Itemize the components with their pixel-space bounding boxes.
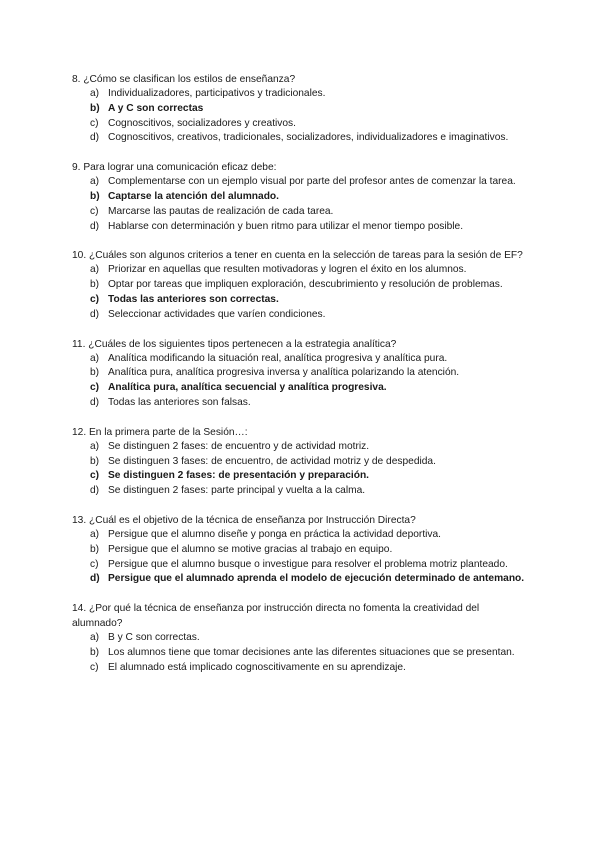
question-9 bbox=[72, 160, 532, 234]
option-text: Analítica modificando la situación real, analítica progresiva y analítica pura. bbox=[108, 352, 448, 364]
option-text: Todas las anteriores son correctas. bbox=[108, 293, 279, 305]
option-letter: c) bbox=[90, 470, 100, 482]
option-text: Todas las anteriores son falsas. bbox=[108, 396, 251, 408]
answer-option-correct bbox=[72, 102, 532, 117]
answer-option bbox=[72, 440, 532, 455]
option-text: Persigue que el alumno se motive gracias al trabajo en equipo. bbox=[108, 543, 393, 555]
answer-option bbox=[72, 661, 532, 676]
option-letter: d) bbox=[90, 485, 100, 497]
answer-option bbox=[72, 528, 532, 543]
option-text: Analítica pura, analítica progresiva inversa y analítica polarizando la atención. bbox=[108, 367, 460, 379]
option-letter: a) bbox=[90, 528, 100, 540]
option-text: Marcarse las pautas de realización de cada tarea. bbox=[108, 205, 334, 217]
answer-option bbox=[72, 87, 532, 102]
option-text: Los alumnos tiene que tomar decisiones ante las diferentes situaciones que se presentan. bbox=[108, 646, 515, 658]
option-letter: a) bbox=[90, 264, 100, 276]
answer-options bbox=[72, 263, 532, 322]
option-letter: b) bbox=[90, 190, 100, 202]
option-letter: d) bbox=[90, 220, 100, 232]
option-letter: d) bbox=[90, 308, 100, 320]
option-text: Cognoscitivos, creativos, tradicionales, socializadores, individualizadores e imaginativos. bbox=[108, 132, 509, 144]
question-text: 9. Para lograr una comunicación eficaz debe: bbox=[72, 162, 277, 174]
option-text: Persigue que el alumno diseñe y ponga en práctica la actividad deportiva. bbox=[108, 528, 442, 540]
answer-option bbox=[72, 205, 532, 220]
answer-options bbox=[72, 440, 532, 499]
option-letter: d) bbox=[90, 573, 100, 585]
answer-option bbox=[72, 117, 532, 132]
option-letter: c) bbox=[90, 382, 100, 394]
option-letter: a) bbox=[90, 176, 100, 188]
option-text: Individualizadores, participativos y tradicionales. bbox=[108, 88, 326, 99]
option-letter: c) bbox=[90, 558, 99, 570]
option-text: Hablarse con determinación y buen ritmo para utilizar el menor tiempo posible. bbox=[108, 220, 464, 232]
answer-option bbox=[72, 308, 532, 323]
option-text: A y C son correctas bbox=[108, 102, 204, 114]
option-text: Persigue que el alumno busque o investigue para resolver el problema motriz planteado. bbox=[108, 558, 508, 570]
question-text: 11. ¿Cuáles de los siguientes tipos pertenecen a la estrategia analítica? bbox=[72, 338, 397, 350]
answer-option bbox=[72, 366, 532, 381]
option-text: Se distinguen 2 fases: parte principal y vuelta a la calma. bbox=[108, 485, 366, 497]
answer-option bbox=[72, 352, 532, 367]
option-letter: d) bbox=[90, 132, 100, 144]
question-14 bbox=[72, 601, 532, 675]
option-letter: b) bbox=[90, 646, 100, 658]
answer-options bbox=[72, 352, 532, 411]
question-text: 8. ¿Cómo se clasifican los estilos de enseñanza? bbox=[72, 74, 296, 85]
question-13 bbox=[72, 513, 532, 587]
option-letter: a) bbox=[90, 88, 100, 99]
option-text: B y C son correctas. bbox=[108, 632, 200, 644]
answer-option-correct bbox=[72, 572, 532, 587]
answer-option-correct bbox=[72, 293, 532, 308]
option-letter: b) bbox=[90, 279, 100, 291]
option-text: Priorizar en aquellas que resulten motivadoras y logren el éxito en los alumnos. bbox=[108, 264, 467, 276]
answer-options bbox=[72, 528, 532, 587]
answer-option bbox=[72, 396, 532, 411]
option-letter: c) bbox=[90, 661, 99, 673]
option-text: Cognoscitivos, socializadores y creativos. bbox=[108, 117, 296, 129]
answer-option bbox=[72, 220, 532, 235]
option-letter: a) bbox=[90, 440, 100, 452]
question-text: 13. ¿Cuál es el objetivo de la técnica de enseñanza por Instrucción Directa? bbox=[72, 514, 416, 526]
question-10 bbox=[72, 248, 532, 322]
answer-option bbox=[72, 131, 532, 146]
option-letter: b) bbox=[90, 455, 100, 467]
question-list bbox=[72, 72, 532, 690]
option-text: Analítica pura, analítica secuencial y analítica progresiva. bbox=[108, 382, 387, 394]
option-letter: b) bbox=[90, 102, 100, 114]
answer-option bbox=[72, 455, 532, 470]
option-text: Captarse la atención del alumnado. bbox=[108, 190, 279, 202]
answer-option bbox=[72, 558, 532, 573]
option-letter: d) bbox=[90, 396, 100, 408]
option-text: Optar por tareas que impliquen exploración, descubrimiento y resolución de problemas. bbox=[108, 279, 503, 291]
answer-options bbox=[72, 175, 532, 234]
answer-option bbox=[72, 484, 532, 499]
answer-option-correct bbox=[72, 381, 532, 396]
option-text: El alumnado está implicado cognoscitivamente en su aprendizaje. bbox=[108, 661, 406, 673]
option-text: Se distinguen 3 fases: de encuentro, de actividad motriz y de despedida. bbox=[108, 455, 436, 467]
answer-option bbox=[72, 646, 532, 661]
option-letter: c) bbox=[90, 117, 99, 129]
question-8 bbox=[72, 72, 532, 146]
answer-option bbox=[72, 543, 532, 558]
question-text: 12. En la primera parte de la Sesión…: bbox=[72, 426, 248, 438]
question-11 bbox=[72, 337, 532, 411]
option-text: Se distinguen 2 fases: de presentación y preparación. bbox=[108, 470, 369, 482]
answer-option bbox=[72, 263, 532, 278]
option-letter: a) bbox=[90, 352, 100, 364]
answer-options bbox=[72, 87, 532, 146]
option-text: Complementarse con un ejemplo visual por parte del profesor antes de comenzar la tarea. bbox=[108, 176, 516, 188]
answer-option bbox=[72, 278, 532, 293]
question-text: 10. ¿Cuáles son algunos criterios a tener en cuenta en la selección de tareas para la sesión de EF? bbox=[72, 250, 523, 262]
question-text: 14. ¿Por qué la técnica de enseñanza por instrucción directa no fomenta la creatividad del alumnado? bbox=[72, 603, 480, 630]
option-letter: b) bbox=[90, 367, 100, 379]
option-text: Persigue que el alumnado aprenda el modelo de ejecución determinado de antemano. bbox=[108, 573, 525, 585]
option-letter: b) bbox=[90, 543, 100, 555]
answer-options bbox=[72, 631, 532, 675]
answer-option bbox=[72, 631, 532, 646]
answer-option bbox=[72, 175, 532, 190]
option-letter: c) bbox=[90, 293, 100, 305]
answer-option-correct bbox=[72, 469, 532, 484]
answer-option-correct bbox=[72, 190, 532, 205]
option-letter: c) bbox=[90, 205, 99, 217]
question-12 bbox=[72, 425, 532, 499]
option-text: Se distinguen 2 fases: de encuentro y de actividad motriz. bbox=[108, 440, 370, 452]
option-text: Seleccionar actividades que varíen condiciones. bbox=[108, 308, 326, 320]
option-letter: a) bbox=[90, 632, 100, 644]
